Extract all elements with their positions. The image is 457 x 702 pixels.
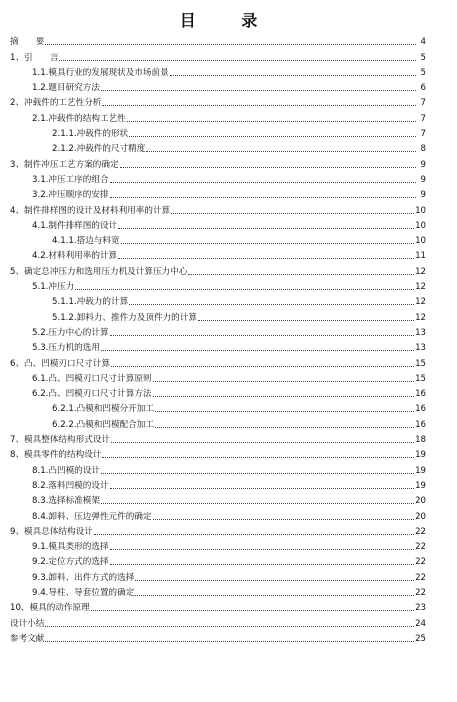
toc-entry-page-number: 15 <box>415 373 426 384</box>
toc-entry-label: 2.1.冲载件的结构工艺性 <box>32 113 126 124</box>
toc-entry-label: 8.3.选择标准模架 <box>32 496 100 507</box>
toc-entry[interactable] <box>10 200 426 215</box>
toc-entry[interactable] <box>10 261 426 276</box>
toc-dot-leader <box>110 549 415 550</box>
toc-entry[interactable] <box>10 231 426 246</box>
toc-dot-leader <box>91 610 414 611</box>
toc-entry-label: 2.1.2.冲载件的尺寸精度 <box>52 144 146 155</box>
toc-entry[interactable] <box>10 78 426 93</box>
toc-entry[interactable] <box>10 154 426 169</box>
toc-dot-leader <box>153 381 415 382</box>
toc-dot-leader <box>110 335 415 336</box>
toc-entry[interactable] <box>10 399 426 414</box>
toc-dot-leader <box>110 564 415 565</box>
toc-entry-page-number: 20 <box>415 496 426 507</box>
toc-entry-page-number: 10 <box>415 205 426 216</box>
toc-entry-page-number: 9 <box>420 174 426 185</box>
toc-entry-page-number: 7 <box>420 98 426 109</box>
toc-dot-leader <box>110 488 415 489</box>
toc-entry-page-number: 22 <box>415 542 426 553</box>
toc-entry-label: 3、制件冲压工艺方案的确定 <box>10 159 119 170</box>
toc-entry-page-number: 16 <box>415 404 426 415</box>
toc-dot-leader <box>135 580 414 581</box>
toc-dot-leader <box>118 258 414 259</box>
toc-entry-label: 5.1.冲压力 <box>32 282 75 293</box>
toc-entry-page-number: 13 <box>415 327 426 338</box>
toc-entry[interactable] <box>10 629 426 644</box>
toc-dot-leader <box>146 151 416 152</box>
toc-entry-label: 4.2.材料利用率的计算 <box>32 251 118 262</box>
toc-entry-label: 7、模具整体结构形式设计 <box>10 435 110 446</box>
toc-entry[interactable] <box>10 430 426 445</box>
toc-entry[interactable] <box>10 552 426 567</box>
toc-entry[interactable] <box>10 491 426 506</box>
toc-dot-leader <box>101 473 414 474</box>
toc-entry-page-number: 5 <box>420 67 426 78</box>
table-of-contents <box>10 32 426 644</box>
toc-dot-leader <box>170 75 416 76</box>
toc-entry[interactable] <box>10 292 426 307</box>
toc-entry[interactable] <box>10 185 426 200</box>
toc-entry-label: 5.2.压力中心的计算 <box>32 327 109 338</box>
toc-dot-leader <box>129 304 414 305</box>
toc-entry-page-number: 19 <box>415 465 426 476</box>
toc-entry[interactable] <box>10 63 426 78</box>
toc-entry-label: 5.1.1.冲载力的计算 <box>52 297 129 308</box>
toc-entry[interactable] <box>10 216 426 231</box>
toc-dot-leader <box>171 213 414 214</box>
toc-entry[interactable] <box>10 537 426 552</box>
toc-dot-leader <box>45 641 414 642</box>
toc-entry-label: 4.1.1.搭边与料宽 <box>52 236 120 247</box>
toc-entry[interactable] <box>10 47 426 62</box>
toc-entry[interactable] <box>10 323 426 338</box>
toc-entry-page-number: 22 <box>415 572 426 583</box>
toc-entry[interactable] <box>10 613 426 628</box>
toc-entry-label: 6、凸、凹模刃口尺寸计算 <box>10 358 110 369</box>
toc-entry-label: 9.4.导柱、导套位置的确定 <box>32 587 135 598</box>
toc-entry[interactable] <box>10 124 426 139</box>
toc-entry-page-number: 10 <box>415 220 426 231</box>
toc-entry[interactable] <box>10 598 426 613</box>
toc-entry-page-number: 25 <box>415 633 426 644</box>
toc-entry-label: 8.2.落料凹模的设计 <box>32 480 109 491</box>
toc-dot-leader <box>59 60 416 61</box>
toc-dot-leader <box>118 228 414 229</box>
toc-entry[interactable] <box>10 307 426 322</box>
toc-entry-label: 5.3.压力机的选用 <box>32 343 100 354</box>
toc-entry-page-number: 16 <box>415 389 426 400</box>
toc-entry-label: 2.1.1.冲载件的形状 <box>52 129 129 140</box>
toc-entry-page-number: 23 <box>415 603 426 614</box>
toc-entry-label: 9、模具总体结构设计 <box>10 526 93 537</box>
toc-entry-page-number: 22 <box>415 526 426 537</box>
toc-entry-page-number: 7 <box>420 113 426 124</box>
toc-entry-page-number: 19 <box>415 480 426 491</box>
toc-entry-page-number: 8 <box>420 144 426 155</box>
toc-dot-leader <box>102 457 414 458</box>
toc-dot-leader <box>101 90 416 91</box>
toc-dot-leader <box>198 320 414 321</box>
toc-entry[interactable] <box>10 522 426 537</box>
toc-entry-page-number: 5 <box>420 52 426 63</box>
toc-entry-page-number: 24 <box>415 618 426 629</box>
toc-entry-page-number: 12 <box>415 297 426 308</box>
toc-entry[interactable] <box>10 369 426 384</box>
toc-dot-leader <box>110 197 416 198</box>
toc-entry-label: 8、模具零件的结构设计 <box>10 450 102 461</box>
toc-dot-leader <box>129 136 416 137</box>
toc-dot-leader <box>45 626 414 627</box>
toc-entry-page-number: 4 <box>420 37 426 48</box>
toc-dot-leader <box>102 105 416 106</box>
toc-entry[interactable] <box>10 139 426 154</box>
toc-entry-label: 9.1.模具类形的选择 <box>32 542 109 553</box>
toc-dot-leader <box>153 396 415 397</box>
toc-entry-label: 4.1.制件排样图的设计 <box>32 220 118 231</box>
toc-entry-page-number: 22 <box>415 557 426 568</box>
toc-entry[interactable] <box>10 567 426 582</box>
toc-dot-leader <box>155 427 414 428</box>
toc-dot-leader <box>135 595 414 596</box>
toc-entry-page-number: 12 <box>415 266 426 277</box>
toc-dot-leader <box>110 182 416 183</box>
toc-entry[interactable] <box>10 445 426 460</box>
toc-entry-label: 3.2.冲压顺序的安排 <box>32 190 109 201</box>
toc-entry-label: 1.1.模具行业的发展现状及市场前景 <box>32 67 169 78</box>
toc-entry-page-number: 22 <box>415 587 426 598</box>
toc-entry[interactable] <box>10 170 426 185</box>
toc-entry-label: 参考文献 <box>10 633 45 644</box>
toc-entry-label: 3.1.冲压工序的组合 <box>32 174 109 185</box>
toc-entry-page-number: 11 <box>415 251 426 262</box>
toc-entry[interactable] <box>10 460 426 475</box>
toc-dot-leader <box>120 167 416 168</box>
toc-dot-leader <box>111 442 414 443</box>
toc-dot-leader <box>101 503 414 504</box>
toc-dot-leader <box>101 350 414 351</box>
toc-entry-page-number: 9 <box>420 159 426 170</box>
toc-dot-leader <box>94 534 414 535</box>
toc-dot-leader <box>121 243 414 244</box>
toc-entry[interactable] <box>10 353 426 368</box>
toc-entry-page-number: 6 <box>420 83 426 94</box>
toc-entry-page-number: 12 <box>415 312 426 323</box>
toc-dot-leader <box>153 519 415 520</box>
toc-dot-leader <box>127 121 416 122</box>
toc-entry-label: 9.2.定位方式的选择 <box>32 557 109 568</box>
toc-entry-page-number: 10 <box>415 236 426 247</box>
toc-entry-label: 8.4.卸料、压边弹性元件的确定 <box>32 511 152 522</box>
toc-entry-label: 4、制件排样图的设计及材料利用率的计算 <box>10 205 171 216</box>
toc-entry-label: 6.2.凸、凹模刃口尺寸计算方法 <box>32 389 152 400</box>
toc-entry[interactable] <box>10 414 426 429</box>
toc-entry-label: 6.1.凸、凹模刃口尺寸计算原则 <box>32 373 152 384</box>
toc-entry[interactable] <box>10 384 426 399</box>
toc-dot-leader <box>188 274 414 275</box>
toc-dot-leader <box>45 44 416 45</box>
page-title: 目 录 <box>179 11 278 30</box>
toc-entry[interactable] <box>10 506 426 521</box>
toc-entry-label: 1、引 言 <box>10 52 59 63</box>
toc-entry[interactable] <box>10 246 426 261</box>
toc-entry-label: 2、冲载件的工艺性分析 <box>10 98 102 109</box>
toc-entry[interactable] <box>10 583 426 598</box>
toc-entry[interactable] <box>10 476 426 491</box>
toc-dot-leader <box>75 289 414 290</box>
toc-entry-page-number: 13 <box>415 343 426 354</box>
toc-entry-label: 摘 要 <box>10 37 45 48</box>
toc-entry-label: 6.2.1.凸模和凹模分开加工 <box>52 404 154 415</box>
toc-entry[interactable] <box>10 32 426 47</box>
toc-entry-page-number: 20 <box>415 511 426 522</box>
toc-entry[interactable] <box>10 338 426 353</box>
toc-entry-label: 9.3.卸料、出件方式的选择 <box>32 572 135 583</box>
toc-entry[interactable] <box>10 108 426 123</box>
toc-entry-label: 5、确定总冲压力和选用压力机及计算压力中心 <box>10 266 188 277</box>
toc-entry-label: 1.2.题目研究方法 <box>32 83 100 94</box>
toc-entry-page-number: 7 <box>420 129 426 140</box>
toc-dot-leader <box>155 411 414 412</box>
toc-entry-page-number: 12 <box>415 282 426 293</box>
toc-entry-label: 设计小结 <box>10 618 45 629</box>
toc-entry-page-number: 15 <box>415 358 426 369</box>
toc-entry-label: 10、模具的动作原理 <box>10 603 90 614</box>
toc-entry[interactable] <box>10 93 426 108</box>
toc-entry-page-number: 9 <box>420 190 426 201</box>
toc-entry-label: 6.2.2.凸模和凹模配合加工 <box>52 419 154 430</box>
toc-entry-label: 5.1.2.卸料力、推件力及顶件力的计算 <box>52 312 197 323</box>
toc-entry-page-number: 16 <box>415 419 426 430</box>
toc-entry-label: 8.1.凸凹模的设计 <box>32 465 100 476</box>
toc-entry-page-number: 19 <box>415 450 426 461</box>
toc-entry-page-number: 18 <box>415 435 426 446</box>
toc-entry[interactable] <box>10 277 426 292</box>
toc-dot-leader <box>111 366 414 367</box>
